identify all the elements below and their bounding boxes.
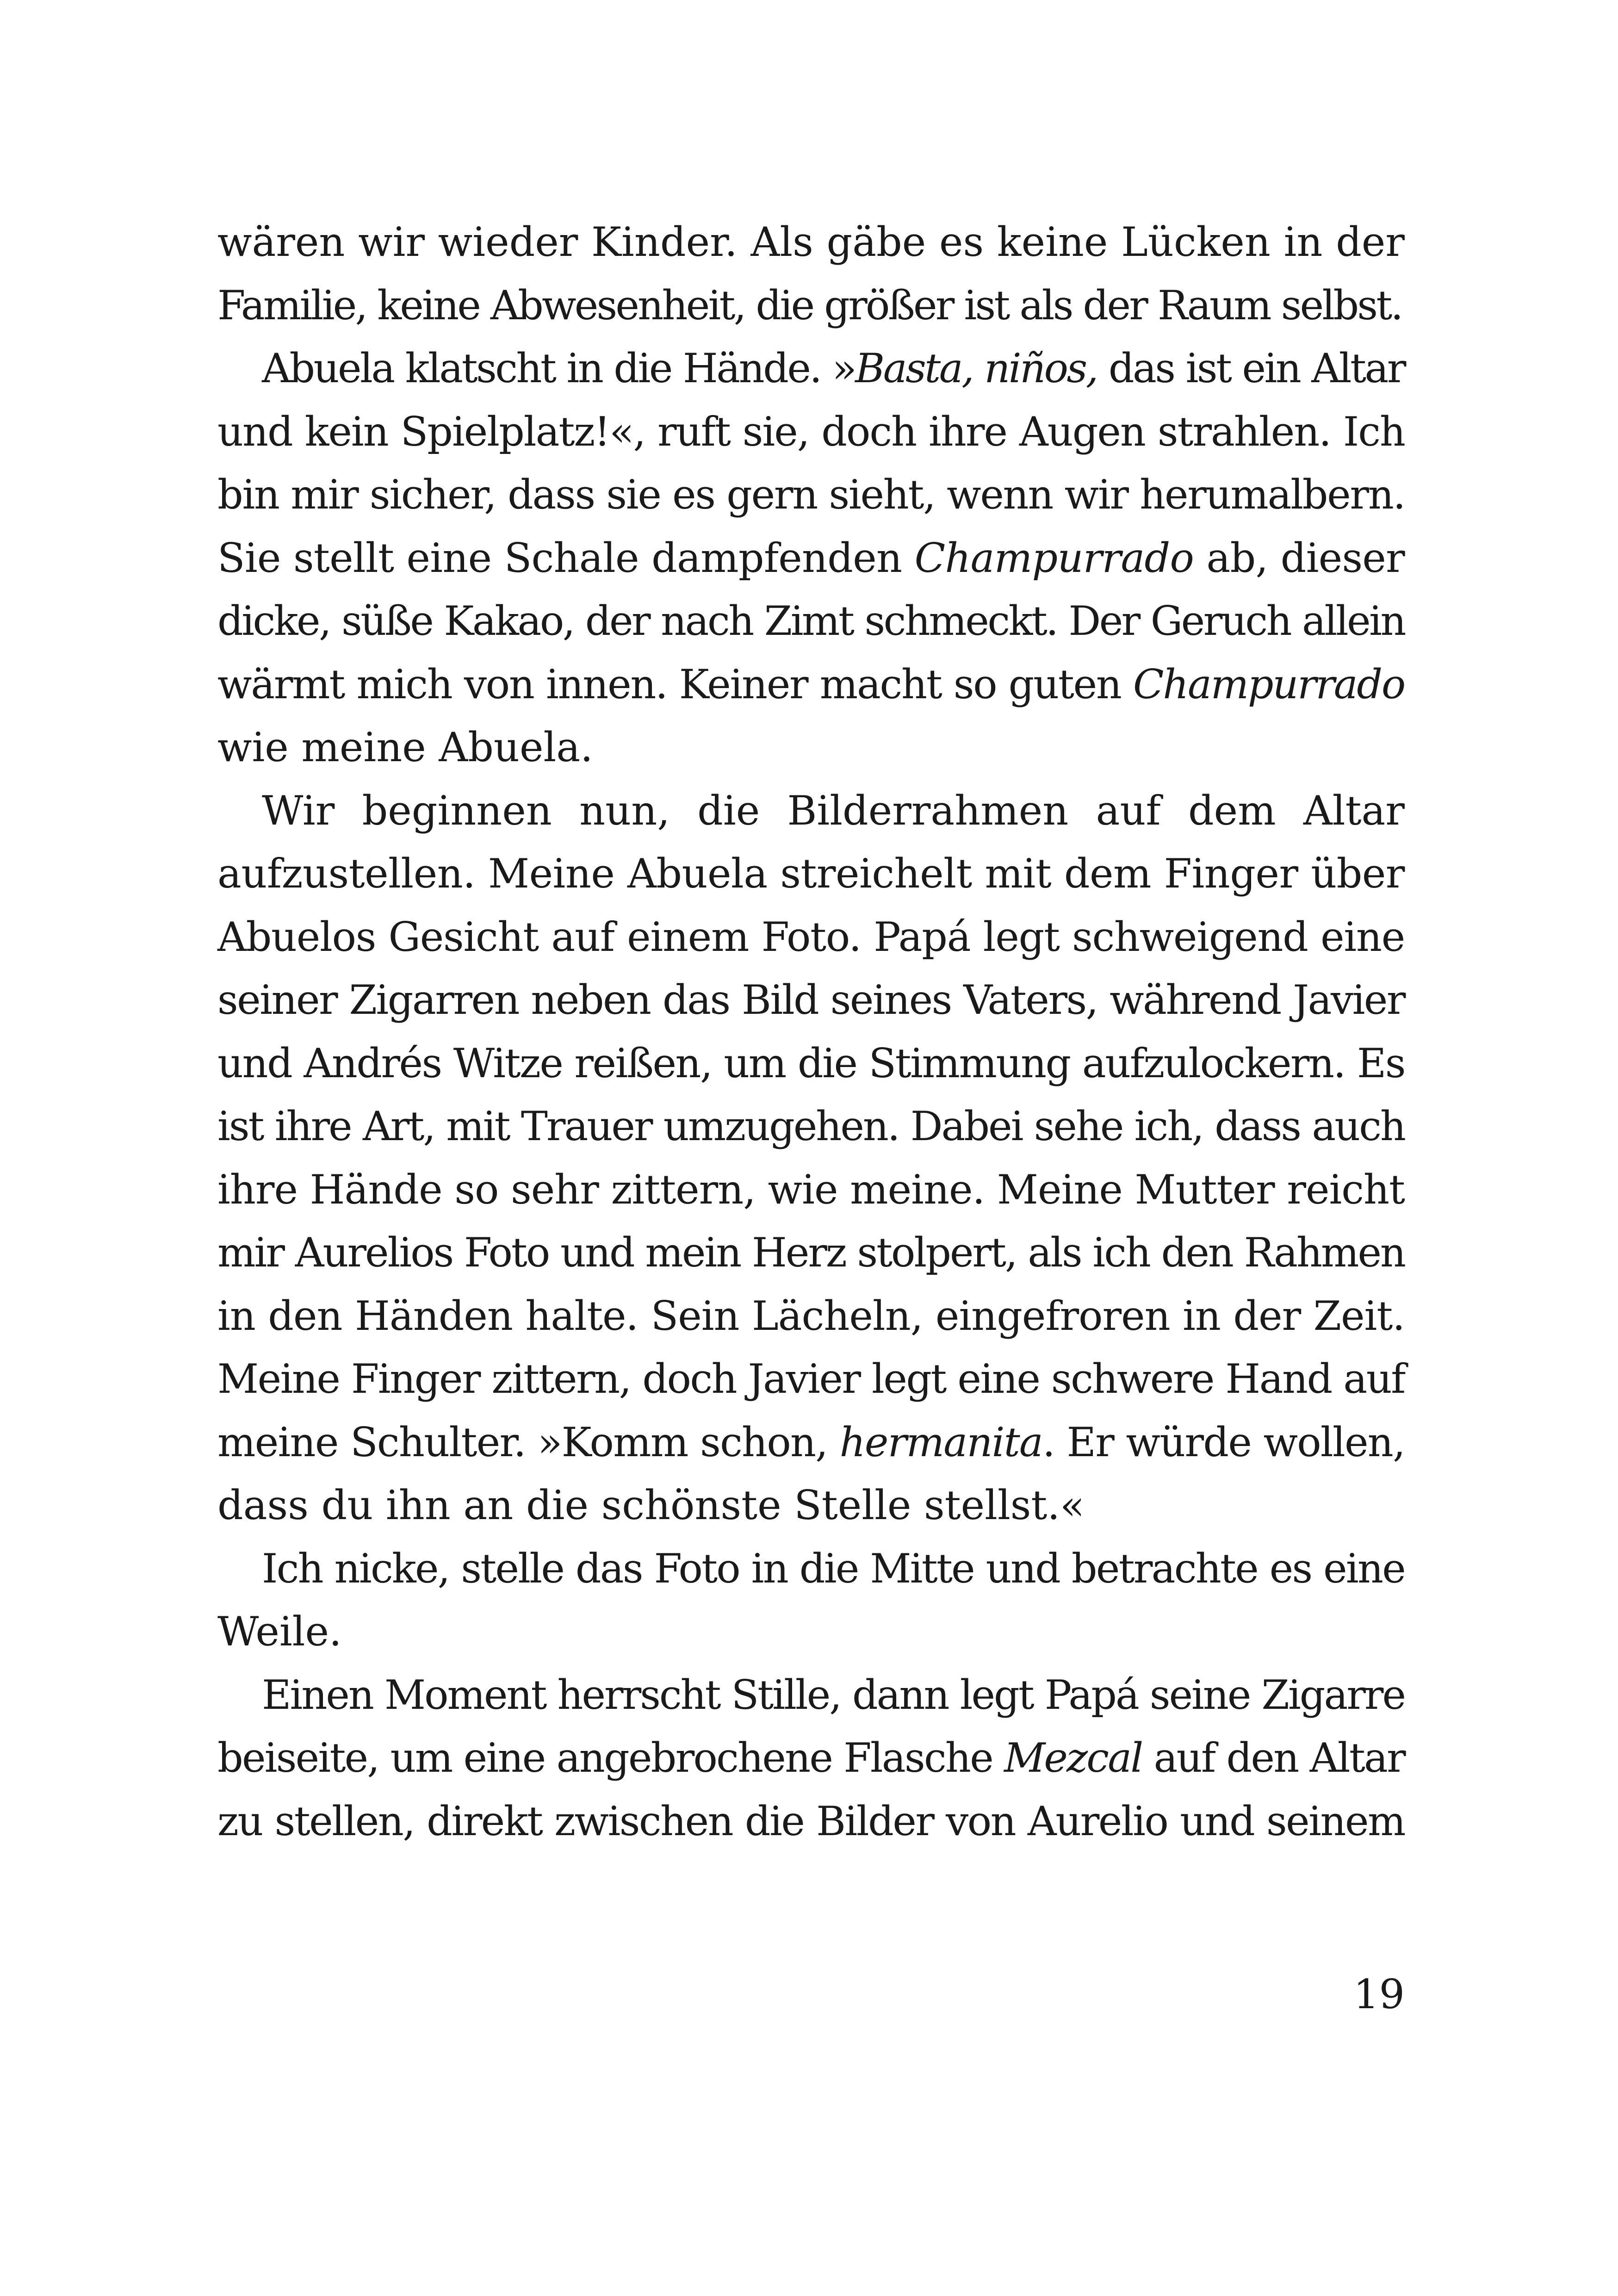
body-text: [217, 211, 1405, 1853]
text-line: und kein Spielplatz!«, ruft sie, doch ihre Augen strahlen. Ich: [217, 408, 1405, 455]
text-line: wärmt mich von innen. Keiner macht so guten Champurrado: [217, 660, 1405, 708]
text-line: ist ihre Art, mit Trauer umzugehen. Dabei sehe ich, dass auch: [217, 1103, 1405, 1150]
text-line: aufzustellen. Meine Abuela streichelt mit dem Finger über: [217, 850, 1405, 897]
text-line: Sie stellt eine Schale dampfenden Champurrado ab, dieser: [217, 534, 1405, 582]
text-line: beiseite, um eine angebrochene Flasche Mezcal auf den Altar: [217, 1734, 1405, 1781]
text-line: bin mir sicher, dass sie es gern sieht, wenn wir herumalbern.: [217, 471, 1405, 518]
text-line: meine Schulter. »Komm schon, hermanita. Er würde wollen,: [217, 1418, 1405, 1466]
text-line: in den Händen halte. Sein Lächeln, eingefroren in der Zeit.: [217, 1292, 1405, 1340]
text-line: und Andrés Witze reißen, um die Stimmung aufzulockern. Es: [217, 1039, 1405, 1087]
text-line: Weile.: [217, 1608, 342, 1655]
text-line: Ich nicke, stelle das Foto in die Mitte und betrachte es eine: [262, 1545, 1405, 1592]
text-line: zu stellen, direkt zwischen die Bilder von Aurelio und seinem: [217, 1797, 1405, 1845]
text-line: dass du ihn an die schönste Stelle stellst.«: [217, 1482, 1085, 1529]
text-line: Meine Finger zittern, doch Javier legt eine schwere Hand auf: [217, 1355, 1405, 1402]
text-line: ihre Hände so sehr zittern, wie meine. Meine Mutter reicht: [217, 1166, 1405, 1213]
text-line: wie meine Abuela.: [217, 724, 593, 771]
text-line: Einen Moment herrscht Stille, dann legt Papá seine Zigarre: [262, 1671, 1405, 1719]
text-line: mir Aurelios Foto und mein Herz stolpert, als ich den Rahmen: [217, 1229, 1405, 1276]
text-line: Abuela klatscht in die Hände. »Basta, niños, das ist ein Altar: [262, 345, 1405, 392]
text-line: Abuelos Gesicht auf einem Foto. Papá legt schweigend eine: [217, 913, 1405, 961]
text-line: Wir beginnen nun, die Bilderrahmen auf dem Altar: [262, 787, 1405, 834]
page-number: 19: [1353, 1971, 1405, 2018]
text-line: seiner Zigarren neben das Bild seines Vaters, während Javier: [217, 976, 1405, 1024]
text-line: Familie, keine Abwesenheit, die größer ist als der Raum selbst.: [217, 281, 1402, 329]
text-line: wären wir wieder Kinder. Als gäbe es keine Lücken in der: [217, 218, 1405, 266]
text-line: dicke, süße Kakao, der nach Zimt schmeckt. Der Geruch allein: [217, 597, 1405, 645]
